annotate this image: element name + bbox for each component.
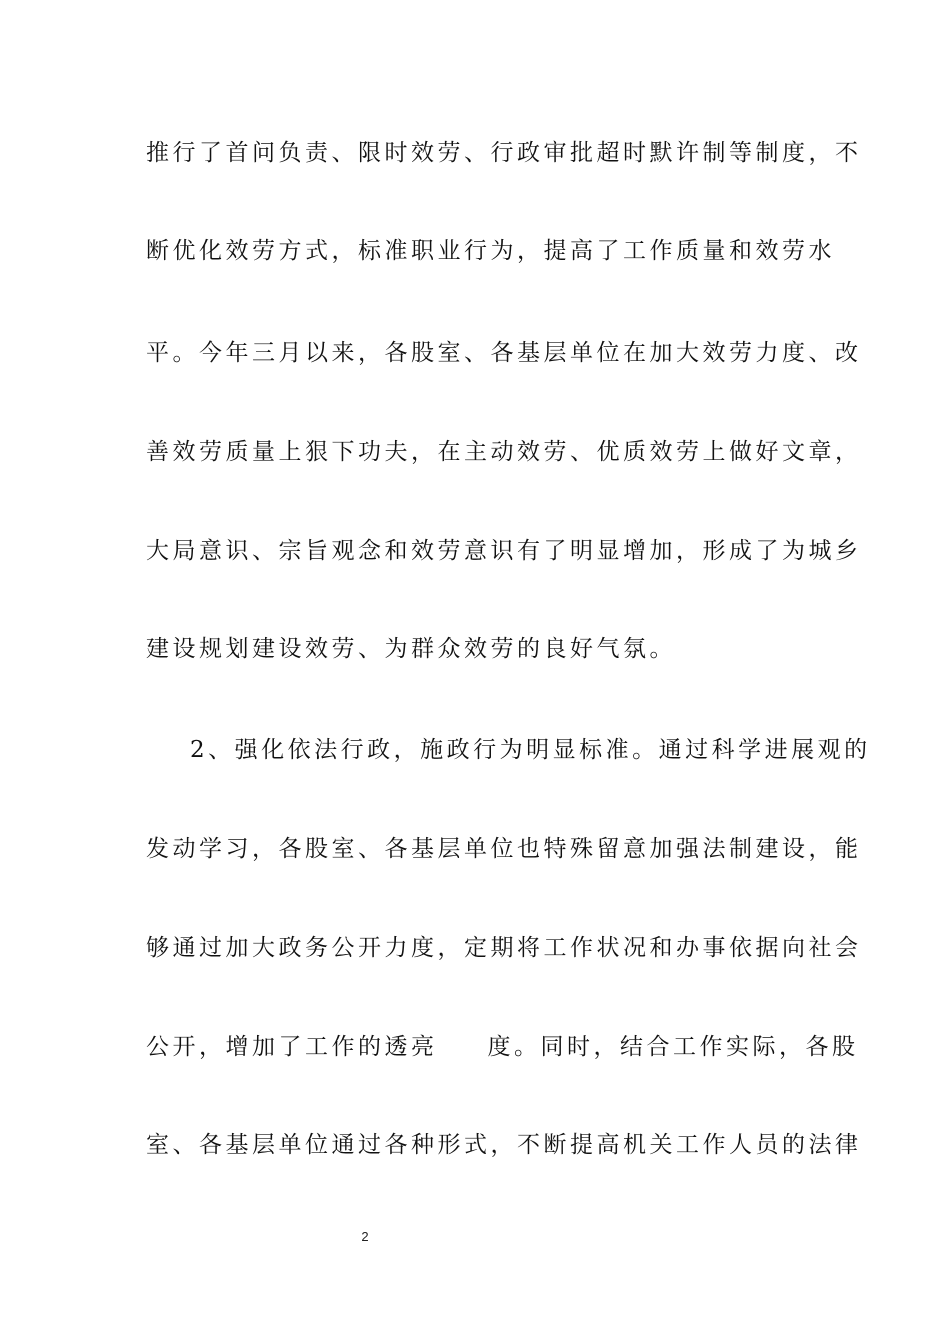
text-segment: 公开，增加了工作的透亮 <box>146 1034 438 1060</box>
body-text-line <box>146 1027 859 1067</box>
body-text-line: 平。今年三月以来，各股室、各基层单位在加大效劳力度、改 <box>146 340 862 366</box>
body-text-line: 善效劳质量上狠下功夫，在主动效劳、优质效劳上做好文章， <box>146 439 862 465</box>
page-number: 2 <box>361 1229 369 1244</box>
body-text-line: 建设规划建设效劳、为群众效劳的良好气氛。 <box>146 636 676 662</box>
body-text-line: 室、各基层单位通过各种形式，不断提高机关工作人员的法律 <box>146 1132 862 1158</box>
body-text-line: 发动学习，各股室、各基层单位也特殊留意加强法制建设，能 <box>146 836 862 862</box>
paragraph-first-line: 2、强化依法行政，施政行为明显标准。通过科学进展观的 <box>190 737 871 763</box>
text-segment: 度。同时，结合工作实际，各股 <box>487 1034 859 1060</box>
body-text-line: 推行了首问负责、限时效劳、行政审批超时默许制等制度，不 <box>146 140 862 166</box>
body-text-line: 够通过加大政务公开力度，定期将工作状况和办事依据向社会 <box>146 935 862 961</box>
body-text-line: 大局意识、宗旨观念和效劳意识有了明显增加，形成了为城乡 <box>146 538 862 564</box>
body-text-line: 断优化效劳方式，标准职业行为，提高了工作质量和效劳水 <box>146 238 835 264</box>
